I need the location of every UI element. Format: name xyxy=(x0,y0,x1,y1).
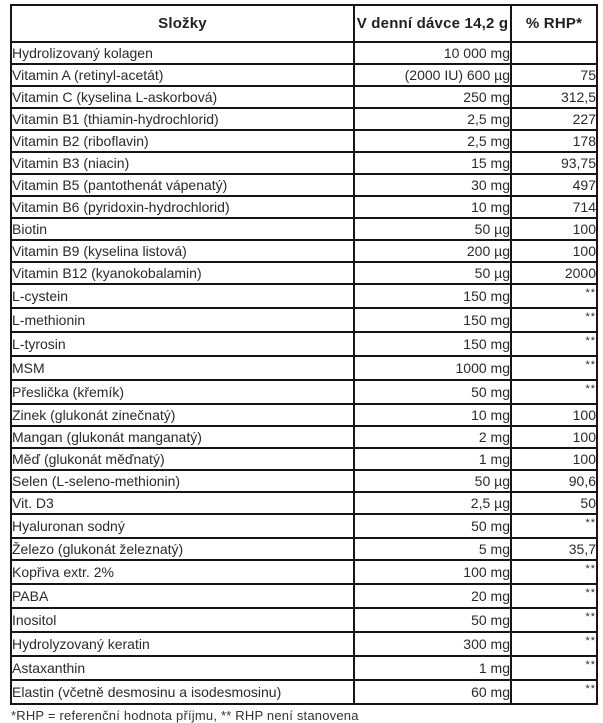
ingredient-cell: Inositol xyxy=(11,608,354,632)
table-row xyxy=(11,404,597,426)
ingredient-cell: Hydrolyzovaný keratin xyxy=(11,632,354,656)
rhp-cell xyxy=(511,656,597,680)
table-row xyxy=(11,130,597,152)
ingredient-cell: Vitamin B9 (kyselina listová) xyxy=(11,240,354,262)
rhp-cell xyxy=(511,284,597,308)
dose-cell: 50 µg xyxy=(354,218,511,240)
dose-cell: 2,5 mg xyxy=(354,108,511,130)
table-row xyxy=(11,196,597,218)
rhp-cell: 312,5 xyxy=(511,86,597,108)
dose-cell: 300 mg xyxy=(354,632,511,656)
ingredient-cell: Měď (glukonát měďnatý) xyxy=(11,448,354,470)
rhp-cell xyxy=(511,42,597,64)
rhp-cell xyxy=(511,356,597,380)
rhp-not-set-asterisks: ** xyxy=(585,311,596,323)
dose-cell: 50 mg xyxy=(354,380,511,404)
rhp-not-set-asterisks: ** xyxy=(585,587,596,599)
table-row xyxy=(11,448,597,470)
ingredient-cell: Vit. D3 xyxy=(11,492,354,514)
rhp-cell: 100 xyxy=(511,448,597,470)
table-row xyxy=(11,560,597,584)
ingredient-cell: Kopřiva extr. 2% xyxy=(11,560,354,584)
ingredient-cell: Selen (L-seleno-methionin) xyxy=(11,470,354,492)
rhp-cell: 35,7 xyxy=(511,538,597,560)
dose-cell: 2,5 µg xyxy=(354,492,511,514)
rhp-cell xyxy=(511,308,597,332)
rhp-not-set-asterisks: ** xyxy=(585,335,596,347)
rhp-cell xyxy=(511,632,597,656)
ingredient-cell: Astaxanthin xyxy=(11,656,354,680)
table-row xyxy=(11,680,597,704)
table-row xyxy=(11,656,597,680)
table-row xyxy=(11,174,597,196)
dose-cell: 50 µg xyxy=(354,262,511,284)
rhp-cell xyxy=(511,584,597,608)
dose-cell: 100 mg xyxy=(354,560,511,584)
dose-cell: 50 mg xyxy=(354,514,511,538)
table-row xyxy=(11,514,597,538)
table-row xyxy=(11,380,597,404)
table-row xyxy=(11,356,597,380)
ingredient-cell: PABA xyxy=(11,584,354,608)
dose-cell: 5 mg xyxy=(354,538,511,560)
dose-cell: 1 mg xyxy=(354,448,511,470)
rhp-not-set-asterisks: ** xyxy=(585,287,596,299)
ingredient-cell: Elastin (včetně desmosinu a isodesmosinu) xyxy=(11,680,354,704)
rhp-not-set-asterisks: ** xyxy=(585,359,596,371)
table-row xyxy=(11,86,597,108)
ingredient-cell: Hyaluronan sodný xyxy=(11,514,354,538)
header-ingredients: Složky xyxy=(11,5,354,42)
rhp-cell: 100 xyxy=(511,240,597,262)
ingredient-cell: Zinek (glukonát zinečnatý) xyxy=(11,404,354,426)
ingredient-cell: Vitamin B6 (pyridoxin-hydrochlorid) xyxy=(11,196,354,218)
dose-cell: (2000 IU) 600 µg xyxy=(354,64,511,86)
rhp-cell: 227 xyxy=(511,108,597,130)
rhp-not-set-asterisks: ** xyxy=(585,635,596,647)
table-row xyxy=(11,284,597,308)
ingredient-cell: Železo (glukonát železnatý) xyxy=(11,538,354,560)
rhp-cell xyxy=(511,514,597,538)
ingredient-cell: L-cystein xyxy=(11,284,354,308)
table-row xyxy=(11,152,597,174)
dose-cell: 1000 mg xyxy=(354,356,511,380)
dose-cell: 250 mg xyxy=(354,86,511,108)
rhp-cell: 90,6 xyxy=(511,470,597,492)
supplement-table-container xyxy=(10,4,598,723)
dose-cell: 20 mg xyxy=(354,584,511,608)
ingredient-cell: MSM xyxy=(11,356,354,380)
table-row xyxy=(11,632,597,656)
table-row xyxy=(11,308,597,332)
rhp-footnote: *RHP = referenční hodnota příjmu, ** RHP není stanovena xyxy=(11,708,359,723)
ingredient-cell: Biotin xyxy=(11,218,354,240)
rhp-not-set-asterisks: ** xyxy=(585,563,596,575)
dose-cell: 30 mg xyxy=(354,174,511,196)
ingredient-cell: L-tyrosin xyxy=(11,332,354,356)
ingredient-cell: Vitamin B1 (thiamin-hydrochlorid) xyxy=(11,108,354,130)
dose-cell: 10 mg xyxy=(354,404,511,426)
rhp-cell: 93,75 xyxy=(511,152,597,174)
rhp-not-set-asterisks: ** xyxy=(585,611,596,623)
dose-cell: 2,5 mg xyxy=(354,130,511,152)
rhp-cell: 714 xyxy=(511,196,597,218)
rhp-cell xyxy=(511,608,597,632)
table-row xyxy=(11,584,597,608)
table-row xyxy=(11,218,597,240)
ingredient-cell: Mangan (glukonát manganatý) xyxy=(11,426,354,448)
ingredient-cell: Vitamin A (retinyl-acetát) xyxy=(11,64,354,86)
rhp-cell: 75 xyxy=(511,64,597,86)
dose-cell: 10 000 mg xyxy=(354,42,511,64)
rhp-cell: 100 xyxy=(511,218,597,240)
supplement-facts-table xyxy=(10,4,598,705)
dose-cell: 200 µg xyxy=(354,240,511,262)
ingredient-cell: Vitamin B5 (pantothenát vápenatý) xyxy=(11,174,354,196)
table-row xyxy=(11,608,597,632)
ingredient-cell: Vitamin B12 (kyanokobalamin) xyxy=(11,262,354,284)
dose-cell: 60 mg xyxy=(354,680,511,704)
header-rhp-percent: % RHP* xyxy=(511,5,597,42)
rhp-cell: 100 xyxy=(511,426,597,448)
table-row xyxy=(11,470,597,492)
dose-cell: 1 mg xyxy=(354,656,511,680)
table-row xyxy=(11,108,597,130)
ingredient-cell: L-methionin xyxy=(11,308,354,332)
table-row xyxy=(11,240,597,262)
rhp-not-set-asterisks: ** xyxy=(585,517,596,529)
table-row xyxy=(11,426,597,448)
rhp-cell: 2000 xyxy=(511,262,597,284)
table-header-row xyxy=(11,5,597,42)
dose-cell: 10 mg xyxy=(354,196,511,218)
rhp-cell: 497 xyxy=(511,174,597,196)
dose-cell: 150 mg xyxy=(354,332,511,356)
table-row xyxy=(11,492,597,514)
dose-cell: 2 mg xyxy=(354,426,511,448)
rhp-cell: 50 xyxy=(511,492,597,514)
dose-cell: 150 mg xyxy=(354,284,511,308)
table-row xyxy=(11,332,597,356)
header-daily-dose: V denní dávce 14,2 g xyxy=(354,5,511,42)
table-row xyxy=(11,262,597,284)
rhp-not-set-asterisks: ** xyxy=(585,383,596,395)
rhp-cell xyxy=(511,560,597,584)
dose-cell: 150 mg xyxy=(354,308,511,332)
rhp-cell xyxy=(511,680,597,704)
ingredient-cell: Hydrolizovaný kolagen xyxy=(11,42,354,64)
dose-cell: 15 mg xyxy=(354,152,511,174)
table-row xyxy=(11,42,597,64)
ingredient-cell: Přeslička (křemík) xyxy=(11,380,354,404)
dose-cell: 50 µg xyxy=(354,470,511,492)
ingredient-cell: Vitamin C (kyselina L-askorbová) xyxy=(11,86,354,108)
rhp-cell xyxy=(511,380,597,404)
table-row xyxy=(11,64,597,86)
table-row xyxy=(11,538,597,560)
rhp-cell xyxy=(511,332,597,356)
rhp-cell: 100 xyxy=(511,404,597,426)
rhp-not-set-asterisks: ** xyxy=(585,683,596,695)
ingredient-cell: Vitamin B3 (niacin) xyxy=(11,152,354,174)
dose-cell: 50 mg xyxy=(354,608,511,632)
rhp-not-set-asterisks: ** xyxy=(585,659,596,671)
ingredient-cell: Vitamin B2 (riboflavin) xyxy=(11,130,354,152)
rhp-cell: 178 xyxy=(511,130,597,152)
